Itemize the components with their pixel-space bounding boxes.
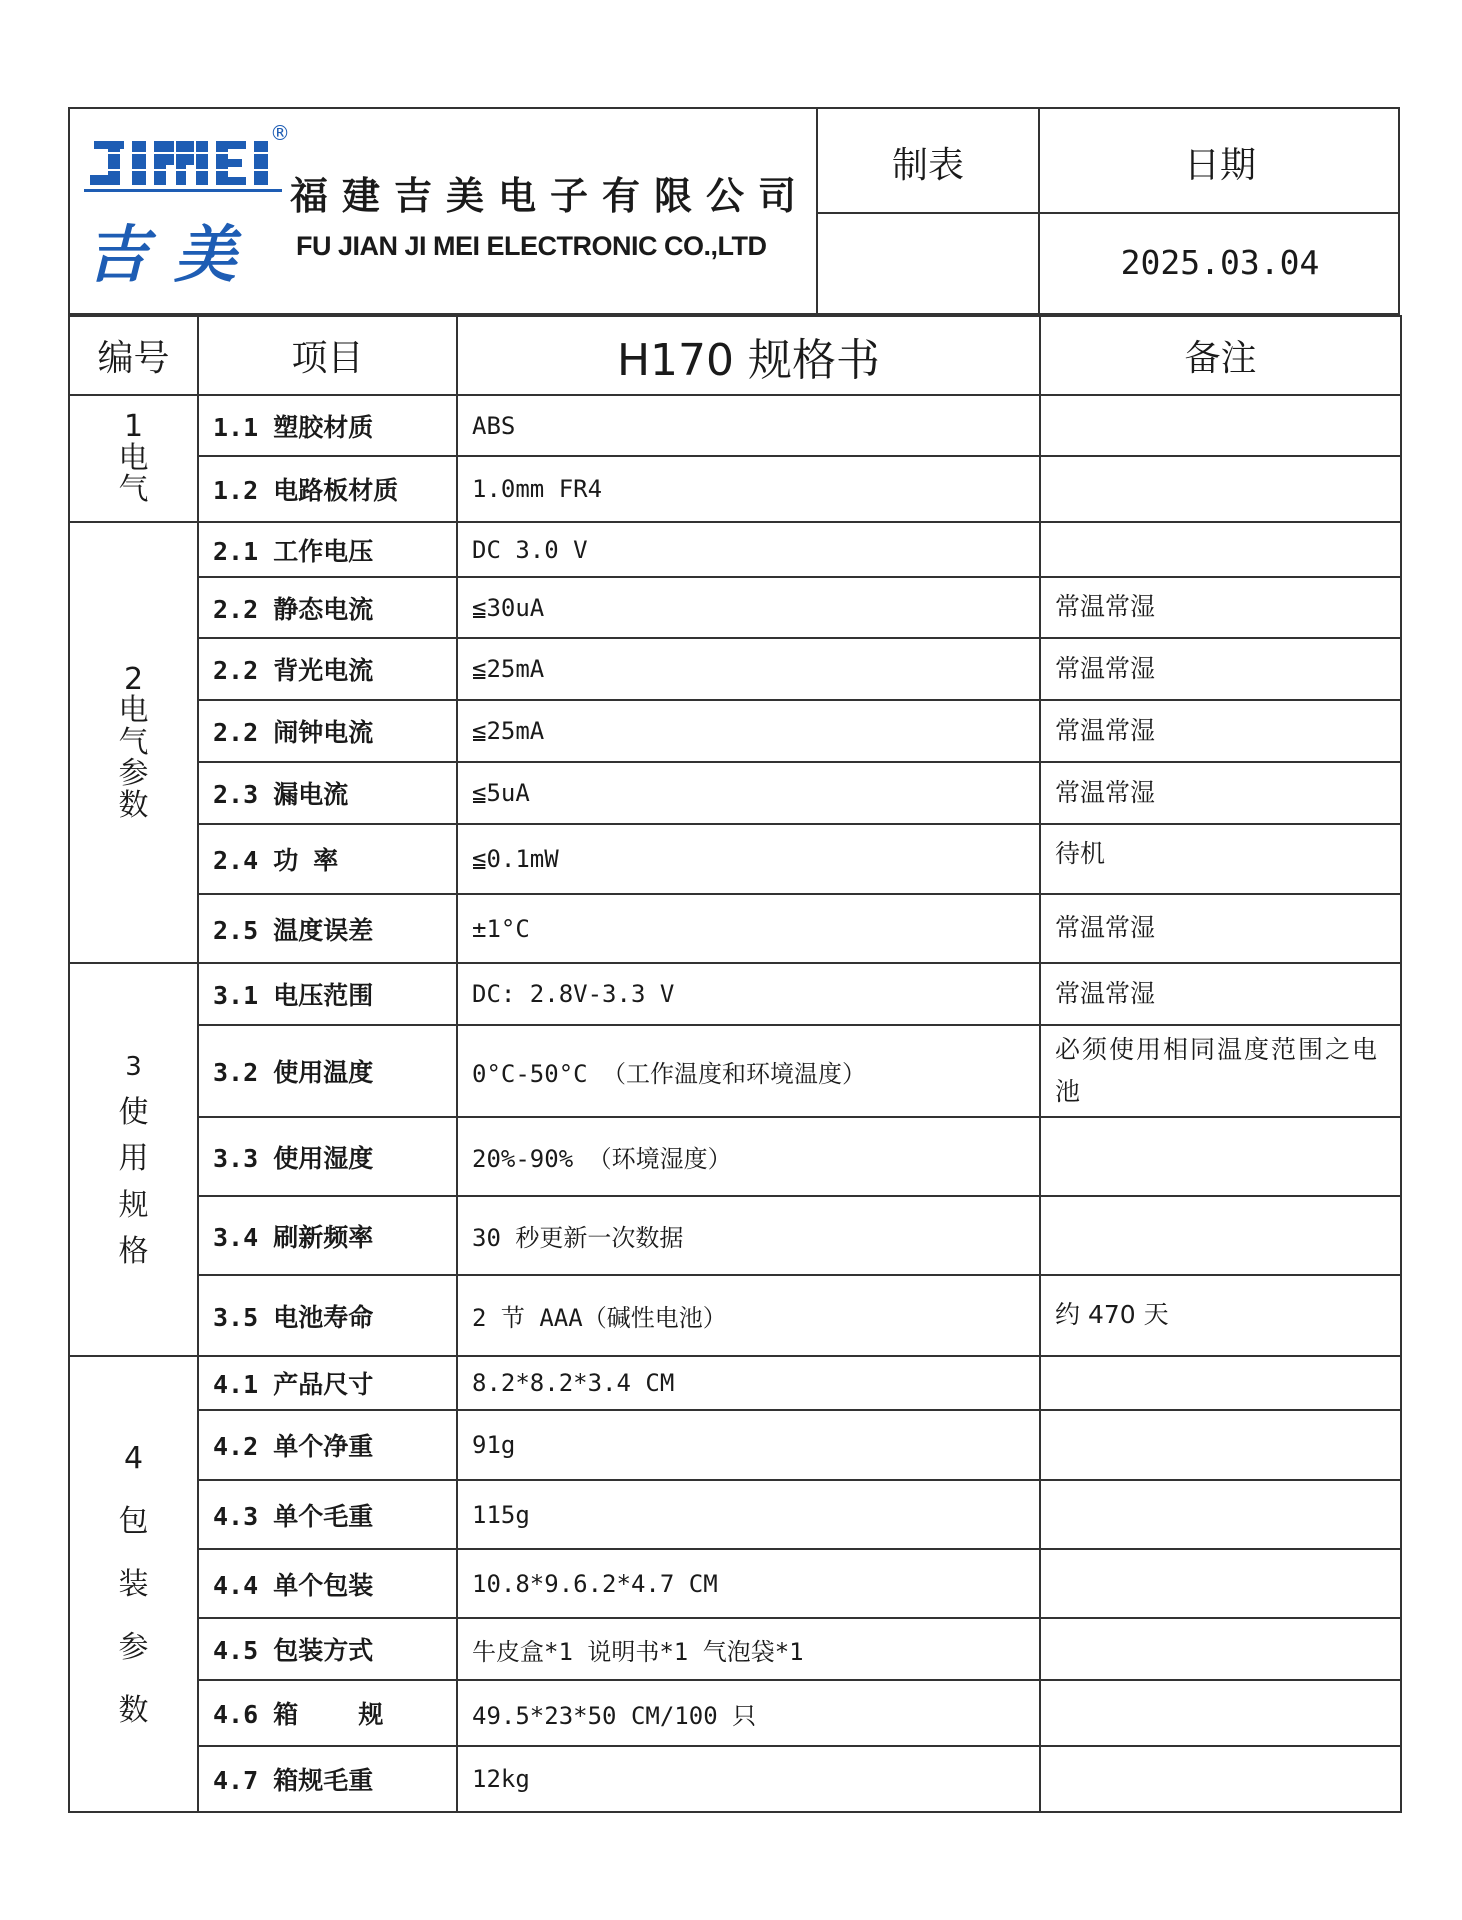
column-header-no: 编号: [69, 316, 198, 395]
column-header-note: 备注: [1040, 316, 1401, 395]
section-label-line: 数: [118, 787, 149, 823]
date-label: 日期: [1183, 145, 1256, 186]
section-label-line: 用: [118, 1141, 149, 1177]
item-value: DC 3.0 V: [457, 522, 1040, 577]
item-value: 10.8*9.6.2*4.7 CM: [457, 1549, 1040, 1618]
jimei-logo-mark: [84, 135, 282, 197]
item-note: [1040, 1196, 1401, 1275]
section-label-line: 4: [123, 1440, 144, 1476]
item-value: ≦0.1mW: [457, 824, 1040, 894]
item-label: 4.6 箱 规: [198, 1680, 457, 1746]
item-note: [1040, 1680, 1401, 1746]
section-label: [69, 395, 198, 522]
spec-table: [68, 315, 1402, 1813]
table-row: [69, 824, 1401, 894]
spec-title: H170 规格书: [457, 316, 1040, 395]
header-divider: [816, 212, 1398, 214]
item-label: 3.5 电池寿命: [198, 1275, 457, 1356]
item-value: ABS: [457, 395, 1040, 456]
section-label: [69, 1356, 198, 1812]
table-row: [69, 638, 1401, 700]
table-row: [69, 894, 1401, 963]
logo-chinese-name: 吉美: [86, 218, 263, 291]
section-label: [69, 522, 198, 963]
table-row: [69, 456, 1401, 522]
item-note: 常温常湿: [1040, 638, 1401, 700]
item-label: 4.5 包装方式: [198, 1618, 457, 1680]
table-row: [69, 1410, 1401, 1480]
table-row: [69, 1356, 1401, 1410]
section-label-line: 参: [118, 1629, 149, 1665]
item-value: 30 秒更新一次数据: [457, 1196, 1040, 1275]
section-label-line: 包: [118, 1503, 149, 1539]
item-note: [1040, 1549, 1401, 1618]
section-label-line: 使: [118, 1094, 149, 1130]
made-by-label: 制表: [891, 145, 964, 186]
item-label: 3.3 使用湿度: [198, 1117, 457, 1196]
item-value: 1.0mm FR4: [457, 456, 1040, 522]
item-note: [1040, 1746, 1401, 1812]
item-label: 2.2 闹钟电流: [198, 700, 457, 762]
item-value: 牛皮盒*1 说明书*1 气泡袋*1: [457, 1618, 1040, 1680]
table-row: [69, 762, 1401, 824]
item-note: 常温常湿: [1040, 700, 1401, 762]
item-value: ≦25mA: [457, 700, 1040, 762]
registered-mark: ®: [270, 121, 290, 145]
item-label: 2.5 温度误差: [198, 894, 457, 963]
section-label: [69, 963, 198, 1356]
table-row: [69, 1275, 1401, 1356]
table-row: [69, 577, 1401, 638]
section-label-line: 装: [118, 1566, 149, 1602]
item-note: 常温常湿: [1040, 963, 1401, 1025]
item-label: 1.2 电路板材质: [198, 456, 457, 522]
item-label: 3.4 刷新频率: [198, 1196, 457, 1275]
item-note: [1040, 522, 1401, 577]
company-name-chinese: 福建吉美电子有限公司: [290, 174, 811, 218]
table-row: [69, 522, 1401, 577]
item-value: 0°C-50°C （工作温度和环境温度）: [457, 1025, 1040, 1117]
item-label: 4.3 单个毛重: [198, 1480, 457, 1549]
table-row: [69, 1117, 1401, 1196]
item-note: [1040, 456, 1401, 522]
item-label: 1.1 塑胶材质: [198, 395, 457, 456]
table-row: [69, 1680, 1401, 1746]
item-value: 12kg: [457, 1746, 1040, 1812]
table-row: [69, 1480, 1401, 1549]
item-label: 4.4 单个包装: [198, 1549, 457, 1618]
item-value: 2 节 AAA（碱性电池）: [457, 1275, 1040, 1356]
item-note: 约 470 天: [1040, 1275, 1401, 1356]
item-label: 4.1 产品尺寸: [198, 1356, 457, 1410]
table-row: [69, 395, 1401, 456]
item-value: DC: 2.8V-3.3 V: [457, 963, 1040, 1025]
date-value: 2025.03.04: [1120, 243, 1320, 282]
section-label-line: 气: [118, 472, 149, 508]
table-header-row: [69, 316, 1401, 395]
item-value: 20%-90% （环境湿度）: [457, 1117, 1040, 1196]
item-label: 2.2 静态电流: [198, 577, 457, 638]
item-label: 2.2 背光电流: [198, 638, 457, 700]
item-note: [1040, 1410, 1401, 1480]
item-value: ≦30uA: [457, 577, 1040, 638]
item-value: 8.2*8.2*3.4 CM: [457, 1356, 1040, 1410]
item-note: [1040, 1480, 1401, 1549]
company-name-english: FU JIAN JI MEI ELECTRONIC CO.,LTD: [296, 231, 767, 261]
section-label-line: 电: [118, 440, 149, 476]
section-label-line: 参: [118, 756, 149, 792]
item-label: 4.7 箱规毛重: [198, 1746, 457, 1812]
item-value: 91g: [457, 1410, 1040, 1480]
item-label: 2.1 工作电压: [198, 522, 457, 577]
section-label-line: 1: [123, 409, 144, 445]
item-value: ±1°C: [457, 894, 1040, 963]
item-label: 2.4 功 率: [198, 824, 457, 894]
item-value: 115g: [457, 1480, 1040, 1549]
company-logo: [84, 121, 294, 295]
item-note: [1040, 1618, 1401, 1680]
item-value: ≦5uA: [457, 762, 1040, 824]
item-value: 49.5*23*50 CM/100 只: [457, 1680, 1040, 1746]
table-row: [69, 1196, 1401, 1275]
item-note: 常温常湿: [1040, 577, 1401, 638]
item-label: 3.1 电压范围: [198, 963, 457, 1025]
item-note: [1040, 1117, 1401, 1196]
section-label-line: 数: [118, 1692, 149, 1728]
table-row: [69, 963, 1401, 1025]
section-label-line: 电: [118, 693, 149, 729]
document-header: [68, 107, 1400, 315]
item-note: 待机: [1040, 824, 1401, 894]
table-row: [69, 1025, 1401, 1117]
section-label-line: 规: [118, 1187, 149, 1223]
table-row: [69, 1746, 1401, 1812]
item-note: 常温常湿: [1040, 762, 1401, 824]
table-row: [69, 1618, 1401, 1680]
item-note: [1040, 1356, 1401, 1410]
column-header-item: 项目: [198, 316, 457, 395]
item-label: 3.2 使用温度: [198, 1025, 457, 1117]
item-label: 2.3 漏电流: [198, 762, 457, 824]
item-note: 必须使用相同温度范围之电池: [1040, 1025, 1401, 1117]
item-note: [1040, 395, 1401, 456]
section-label-line: 格: [118, 1234, 149, 1270]
section-label-line: 3: [125, 1052, 142, 1083]
item-label: 4.2 单个净重: [198, 1410, 457, 1480]
table-row: [69, 700, 1401, 762]
item-note: 常温常湿: [1040, 894, 1401, 963]
section-label-line: 2: [123, 661, 144, 697]
section-label-line: 气: [118, 724, 149, 760]
table-row: [69, 1549, 1401, 1618]
item-value: ≦25mA: [457, 638, 1040, 700]
